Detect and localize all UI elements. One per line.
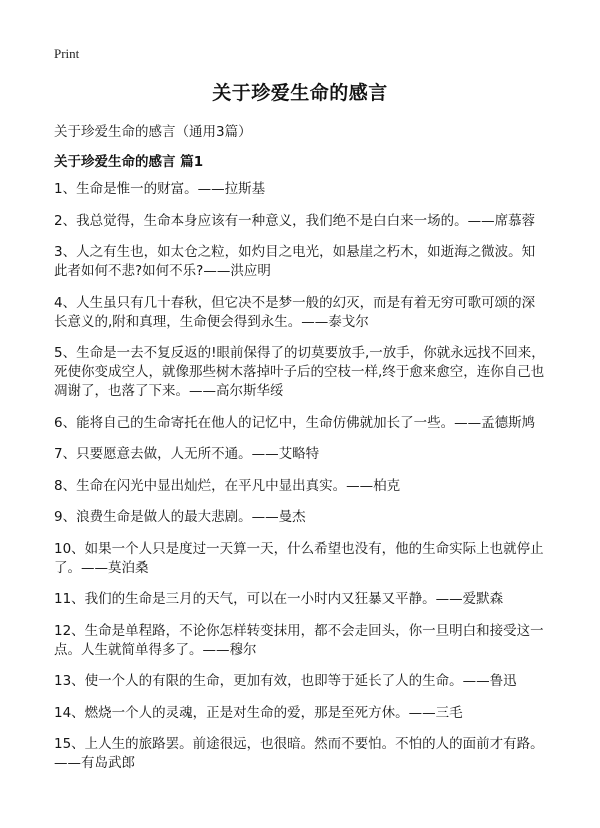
quote-item-14: 14、燃烧一个人的灵魂，正是对生命的爱，那是至死方休。——三毛	[54, 704, 463, 721]
quote-item-1: 1、生命是惟一的财富。——拉斯基	[54, 181, 266, 197]
quote-item-9: 9、浪费生命是做人的最大悲剧。——曼杰	[54, 509, 306, 525]
quote-item-12: 12、生命是单程路，不论你怎样转变抹用，都不会走回头，你一旦明白和接受这一点。人生就简单得多了。——穆尔	[54, 622, 544, 658]
quote-item-5: 5、生命是一去不复反返的!眼前保得了的切莫要放手,一放手，你就永远找不回来，死使你变成空人，就像那些树木落掉叶子后的空枝一样,终于愈来愈空，连你自己也凋谢了，也落了下来。——高尔斯华绥	[54, 345, 545, 399]
quote-item-11: 11、我们的生命是三月的天气，可以在一小时内又狂暴又平静。——爱默森	[54, 591, 504, 607]
quote-item-7: 7、只要愿意去做，人无所不通。——艾略特	[54, 446, 320, 462]
quote-item-3: 3、人之有生也，如太仓之粒，如灼目之电光，如悬崖之朽木，如逝海之微波。知此者如何不悲?如何不乐?——洪应明	[54, 244, 536, 279]
quote-item-8: 8、生命在闪光中显出灿烂，在平凡中显出真实。——柏克	[54, 477, 401, 494]
quote-item-4: 4、人生虽只有几十春秋，但它决不是梦一般的幻灭，而是有着无穷可歌可颂的深长意义的,附和真理，生命便会得到永生。——泰戈尔	[54, 294, 536, 330]
section-heading: 关于珍爱生命的感言 篇1	[54, 154, 204, 170]
page-title: 关于珍爱生命的感言	[212, 82, 388, 104]
quote-list	[54, 180, 548, 786]
quote-item-13: 13、使一个人的有限的生命，更加有效，也即等于延长了人的生命。——鲁迅	[54, 673, 517, 689]
quote-item-15: 15、上人生的旅路罢。前途很远，也很暗。然而不要怕。不怕的人的面前才有路。——有岛武郎	[54, 736, 544, 771]
print-link[interactable]: Print	[54, 46, 80, 61]
quote-item-2: 2、我总觉得，生命本身应该有一种意义，我们绝不是白白来一场的。——席慕蓉	[54, 212, 536, 229]
quote-item-10: 10、如果一个人只是度过一天算一天，什么希望也没有，他的生命实际上也就停止了。——莫泊桑	[54, 540, 544, 576]
document-subtitle: 关于珍爱生命的感言（通用3篇）	[54, 124, 252, 140]
quote-item-6: 6、能将自己的生命寄托在他人的记忆中，生命仿佛就加长了一些。——孟德斯鸠	[54, 414, 536, 431]
